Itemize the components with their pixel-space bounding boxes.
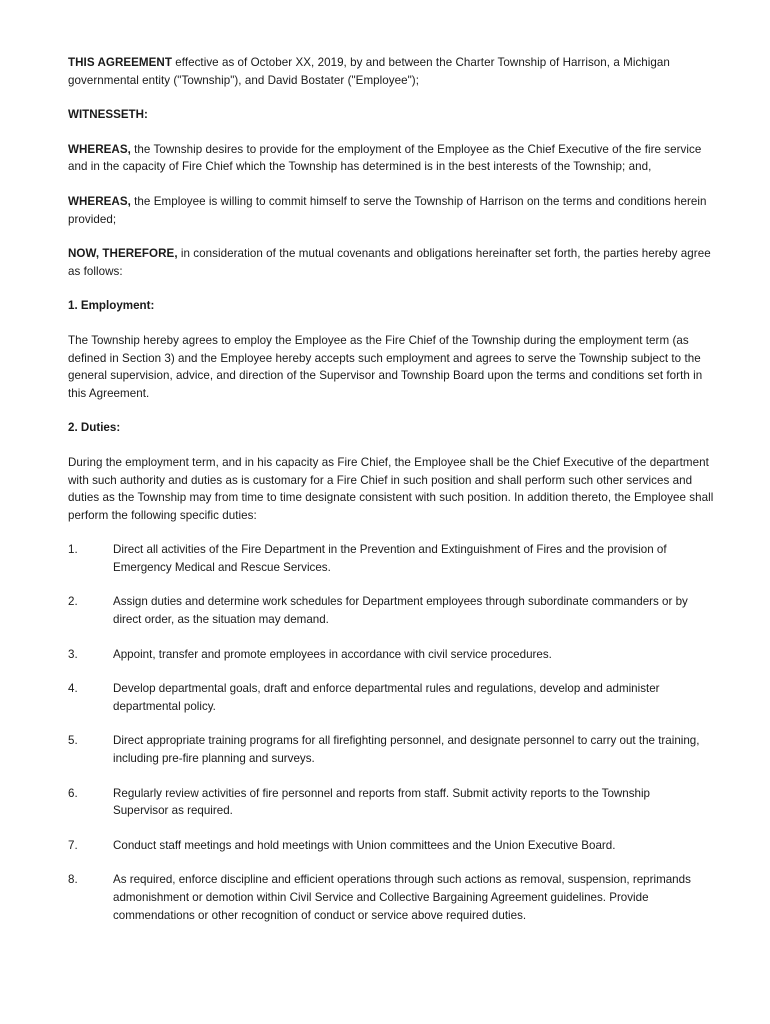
duty-item bbox=[68, 837, 714, 855]
duty-text: As required, enforce discipline and efficient operations through such actions as removal, suspension, reprimands admonishment or demotion within Civil Service and Collective Bargaining Agreement guidelines. Provide commendations or other recognition of conduct or service above required duties. bbox=[113, 873, 691, 922]
intro-lead: THIS AGREEMENT bbox=[68, 56, 172, 69]
intro-paragraph bbox=[68, 54, 714, 89]
witnesseth-heading: WITNESSETH: bbox=[68, 108, 148, 122]
whereas-paragraph-2 bbox=[68, 193, 714, 228]
duty-item bbox=[68, 593, 714, 628]
duty-text: Assign duties and determine work schedules for Department employees through subordinate commanders or by direct order, as the situation may demand. bbox=[113, 595, 688, 627]
duty-text: Regularly review activities of fire personnel and reports from staff. Submit activity reports to the Township Supervisor as required. bbox=[113, 786, 650, 818]
duty-item bbox=[68, 785, 714, 820]
section-2-heading: 2. Duties: bbox=[68, 421, 121, 435]
duty-item bbox=[68, 871, 714, 924]
duty-text: Direct all activities of the Fire Department in the Prevention and Extinguishment of Fires and the provision of Emergency Medical and Rescue Services. bbox=[113, 543, 667, 574]
duty-number: 6. bbox=[68, 786, 78, 800]
duty-item bbox=[68, 680, 714, 715]
whereas-paragraph-1 bbox=[68, 141, 714, 176]
whereas-lead-2: WHEREAS, bbox=[68, 194, 131, 208]
duty-number: 5. bbox=[68, 734, 78, 748]
duty-item bbox=[68, 732, 714, 767]
duty-item bbox=[68, 541, 714, 576]
section-1-heading: 1. Employment: bbox=[68, 299, 155, 313]
duty-text: Conduct staff meetings and hold meetings with Union committees and the Union Executive Board. bbox=[113, 838, 616, 852]
duty-item bbox=[68, 646, 714, 664]
whereas-lead-1: WHEREAS, bbox=[68, 142, 131, 156]
whereas-text-1: the Township desires to provide for the employment of the Employee as the Chief Executive of the fire service and in the capacity of Fire Chief which the Township has determined is in the best interests of the Township; and, bbox=[68, 142, 702, 174]
intro-text: effective as of October XX, 2019, by and between the Charter Township of Harrison, a Michigan governmental entity ("Township"), and David Bostater ("Employee"); bbox=[68, 56, 670, 87]
duty-text: Appoint, transfer and promote employees in accordance with civil service procedures. bbox=[113, 647, 552, 661]
section-1-text: The Township hereby agrees to employ the Employee as the Fire Chief of the Township during the employment term (as defined in Section 3) and the Employee hereby accepts such employment and agrees to serve the Township subject to the general supervision, advice, and direction of the Supervisor and Township Board upon the terms and conditions set forth in this Agreement. bbox=[68, 333, 703, 400]
whereas-text-2: the Employee is willing to commit himself to serve the Township of Harrison on the terms and conditions herein provided; bbox=[68, 194, 707, 226]
duty-text: Direct appropriate training programs for all firefighting personnel, and designate personnel to carry out the training, including pre-fire planning and surveys. bbox=[113, 734, 700, 766]
duty-number: 7. bbox=[68, 838, 78, 852]
duty-number: 1. bbox=[68, 543, 78, 557]
duty-text: Develop departmental goals, draft and enforce departmental rules and regulations, develop and administer departmental policy. bbox=[113, 682, 660, 713]
duty-number: 4. bbox=[68, 682, 78, 696]
duty-number: 2. bbox=[68, 595, 78, 609]
duties-list bbox=[68, 541, 714, 924]
therefore-lead: NOW, THEREFORE, bbox=[68, 247, 178, 261]
duty-number: 3. bbox=[68, 647, 78, 661]
section-2-text: During the employment term, and in his capacity as Fire Chief, the Employee shall be the Chief Executive of the department with such authority and duties as is customary for a Fire Chief in such position and shall perform such other services and duties as the Township may from time to time designate consistent with such position. In addition thereto, the Employee shall perform the following specific duties: bbox=[68, 455, 714, 522]
therefore-paragraph bbox=[68, 245, 714, 280]
therefore-text: in consideration of the mutual covenants and obligations hereinafter set forth, the parties hereby agree as follows: bbox=[68, 247, 711, 278]
duty-number: 8. bbox=[68, 873, 78, 887]
